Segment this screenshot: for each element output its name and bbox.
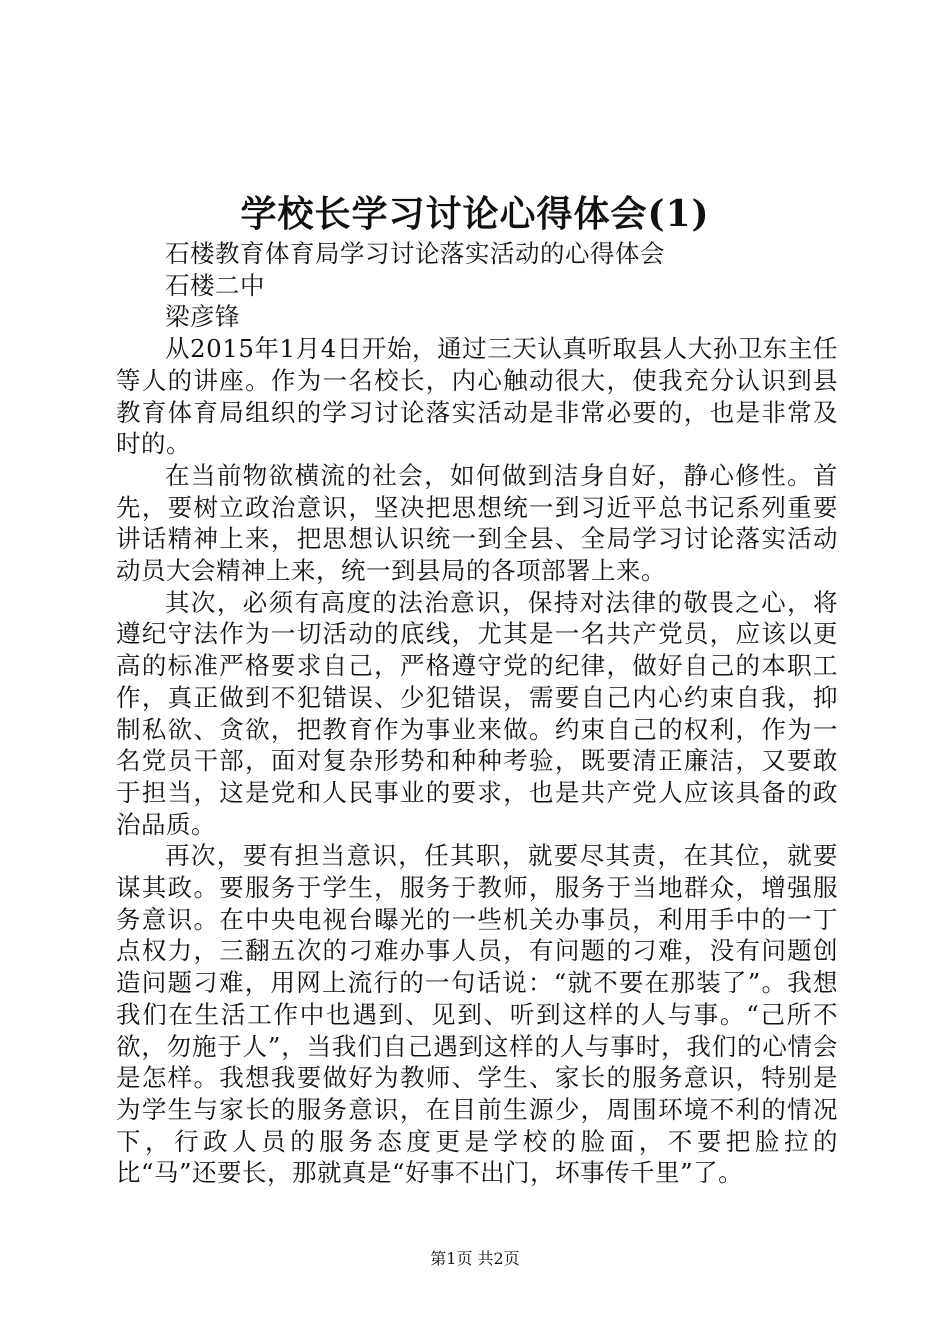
subtitle-line: 石楼教育体育局学习讨论落实活动的心得体会	[165, 239, 665, 268]
body-paragraph: 再次，要有担当意识，任其职，就要尽其责，在其位，就要谋其政。要服务于学生，服务于教师，服务于当地群众，增强服务意识。在中央电视台曝光的一些机关办事员，利用手中的一丁点权力，三翻五次的刁难办事人员，有问题的刁难，没有问题创造问题刁难，用网上流行的一句话说：“就不要在那装了”。我想我们在生活工作中也遇到、见到、听到这样的人与事。“己所不欲，勿施于人”，当我们自己遇到这样的人与事时，我们的心情会是怎样。我想我要做好为教师、学生、家长的服务意识，特别是为学生与家长的服务意识，在目前生源少，周围环境不利的情况下，行政人员的服务态度更是学校的脸面，不要把脸拉的比“马”还要长，那就真是“好事不出门，坏事传千里”了。	[116, 841, 838, 1188]
document-body	[116, 238, 838, 1189]
body-paragraph: 其次，必须有高度的法治意识，保持对法律的敬畏之心，将遵纪守法作为一切活动的底线，尤其是一名共产党员，应该以更高的标准严格要求自己，严格遵守党的纪律，做好自己的本职工作，真正做到不犯错误、少犯错误，需要自己内心约束自我，抑制私欲、贪欲，把教育作为事业来做。约束自己的权利，作为一名党员干部，面对复杂形势和种种考验，既要清正廉洁，又要敢于担当，这是党和人民事业的要求，也是共产党人应该具备的政治品质。	[116, 587, 838, 839]
document-title: 学校长学习讨论心得体会(1)	[240, 193, 710, 235]
school-name: 石楼二中	[165, 270, 265, 300]
author-name: 梁彦锋	[165, 302, 240, 332]
body-paragraph: 在当前物欲横流的社会，如何做到洁身自好，静心修性。首先，要树立政治意识，坚决把思想统一到习近平总书记系列重要讲话精神上来，把思想认识统一到全县、全局学习讨论落实活动动员大会精神上来，统一到县局的各项部署上来。	[116, 460, 838, 586]
body-paragraph: 从2015年1月4日开始，通过三天认真听取县人大孙卫东主任等人的讲座。作为一名校长，内心触动很大，使我充分认识到县教育体育局组织的学习讨论落实活动是非常必要的，也是非常及时的。	[116, 334, 838, 459]
page-number-footer: 第1页 共2页	[430, 1249, 520, 1268]
